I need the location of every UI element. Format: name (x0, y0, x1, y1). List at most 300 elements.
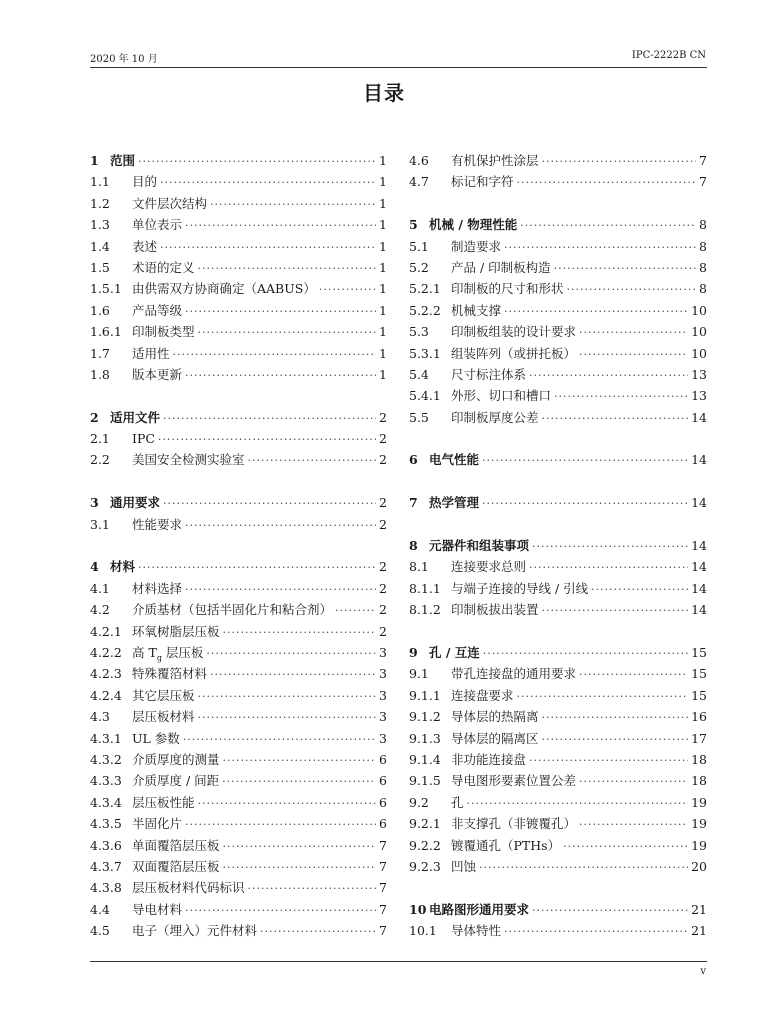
toc-page-number: 14 (691, 495, 707, 511)
toc-page-number: 21 (691, 923, 707, 939)
toc-entry-number: 2.2 (90, 452, 110, 468)
toc-chapter-entry[interactable] (90, 407, 387, 428)
toc-entry-title: 电子（埋入）元件材料 (132, 923, 258, 939)
toc-entry[interactable] (409, 749, 707, 770)
toc-entry-number: 1.5.1 (90, 281, 122, 297)
toc-entry[interactable] (90, 706, 387, 727)
toc-entry-title: 适用文件 (110, 409, 161, 425)
toc-entry-number: 5.3.1 (409, 345, 441, 361)
toc-entry[interactable] (409, 171, 707, 192)
toc-entry[interactable] (90, 899, 387, 920)
toc-entry-title: 层压板材料 (132, 709, 195, 725)
toc-leader-dots (504, 921, 688, 942)
toc-entry[interactable] (409, 364, 707, 385)
toc-spacer (90, 385, 387, 406)
toc-leader-dots (542, 707, 689, 728)
toc-leader-dots (223, 836, 376, 857)
toc-leader-dots (542, 600, 689, 621)
toc-entry[interactable] (409, 856, 707, 877)
toc-entry[interactable] (90, 236, 387, 257)
toc-spacer (409, 877, 707, 898)
toc-page-number: 15 (691, 644, 707, 660)
toc-chapter-entry[interactable] (409, 492, 707, 513)
toc-page-number: 19 (691, 837, 707, 853)
toc-entry-title: 环氧树脂层压板 (132, 623, 220, 639)
toc-leader-dots (542, 151, 696, 172)
toc-leader-dots (185, 515, 376, 536)
toc-entry-title: 产品等级 (132, 302, 183, 318)
toc-entry[interactable] (409, 706, 707, 727)
toc-entry-title: 范围 (110, 153, 136, 168)
toc-entry-number: 4.3 (90, 709, 110, 725)
toc-leader-dots (479, 857, 688, 878)
toc-page-number: 3 (379, 709, 387, 725)
toc-entry-title: 双面覆箔层压板 (132, 858, 220, 874)
toc-page-number: 2 (379, 431, 387, 447)
toc-entry-number: 5.2 (409, 259, 429, 275)
header-date: 2020 年 10 月 (90, 54, 158, 65)
toc-entry-number: 5.1 (409, 238, 429, 254)
toc-page-number: 2 (379, 602, 387, 618)
toc-page-number: 14 (691, 452, 707, 468)
toc-entry[interactable] (90, 300, 387, 321)
toc-leader-dots (563, 836, 688, 857)
toc-entry-title: 带孔连接盘的通用要求 (451, 666, 577, 682)
toc-leader-dots (504, 301, 688, 322)
toc-entry-number: 4.3.2 (90, 751, 122, 767)
toc-entry-number: 5.5 (409, 409, 429, 425)
toc-page-number: 16 (691, 709, 707, 725)
toc-entry-title: 非支撑孔（非镀覆孔） (451, 816, 577, 832)
toc-entry-number: 4.3.4 (90, 794, 122, 810)
toc-entry[interactable] (90, 578, 387, 599)
toc-entry-number: 5.4.1 (409, 388, 441, 404)
toc-leader-dots (183, 729, 376, 750)
toc-spacer (409, 471, 707, 492)
toc-entry[interactable] (90, 920, 387, 941)
toc-entry-number: 9.1.2 (409, 709, 441, 725)
toc-spacer (409, 621, 707, 642)
toc-entry-number: 9.1.4 (409, 751, 441, 767)
toc-entry-title: 印制板厚度公差 (451, 409, 539, 425)
toc-leader-dots (579, 771, 688, 792)
toc-page-number: 13 (691, 388, 707, 404)
header-doc-id: IPC-2222B CN (631, 50, 706, 61)
toc-entry-title: 有机保护性涂层 (451, 153, 539, 168)
toc-entry-number: 9.2 (409, 794, 429, 810)
toc-leader-dots (579, 322, 688, 343)
toc-page-number: 2 (379, 580, 387, 596)
toc-leader-dots (206, 643, 376, 664)
toc-entry-number: 3 (90, 495, 99, 511)
header-rule (90, 67, 707, 68)
toc-entry-number: 9.2.2 (409, 837, 441, 853)
toc-leader-dots (210, 664, 376, 685)
toc-entry-title: 印制板拔出装置 (451, 602, 539, 618)
toc-entry-number: 5.2.2 (409, 302, 441, 318)
toc-entry-number: 3.1 (90, 516, 110, 532)
toc-leader-dots (160, 172, 376, 193)
toc-entry-number: 8.1.1 (409, 580, 441, 596)
toc-entry-number: 4.3.5 (90, 816, 122, 832)
toc-leader-dots (467, 793, 689, 814)
toc-page-number: 6 (379, 794, 387, 810)
toc-entry[interactable] (409, 728, 707, 749)
toc-entry-title: 文件层次结构 (132, 195, 208, 211)
toc-entry[interactable] (409, 278, 707, 299)
toc-page-number: 3 (379, 644, 387, 660)
toc-entry-title: 术语的定义 (132, 259, 195, 275)
toc-spacer (409, 514, 707, 535)
toc-leader-dots (542, 729, 689, 750)
toc-leader-dots (185, 215, 376, 236)
toc-leader-dots (517, 686, 689, 707)
toc-entry-number: 8 (409, 538, 418, 554)
toc-entry-number: 1.4 (90, 238, 110, 254)
toc-chapter-entry[interactable] (409, 214, 707, 235)
toc-entry-title: 导体层的隔离区 (451, 730, 539, 746)
toc-entry-title: 元器件和组装事项 (429, 538, 530, 554)
toc-entry-number: 6 (409, 452, 418, 468)
toc-entry[interactable] (90, 685, 387, 706)
toc-entry-number: 4.4 (90, 901, 110, 917)
footer-page-number: v (700, 966, 706, 977)
toc-entry-number: 1.3 (90, 217, 110, 233)
toc-entry[interactable] (90, 428, 387, 449)
toc-chapter-entry[interactable] (409, 642, 707, 663)
toc-chapter-entry[interactable] (90, 556, 387, 577)
toc-page-number: 1 (379, 324, 387, 340)
toc-page-number: 3 (379, 687, 387, 703)
toc-entry-number: 4.6 (409, 153, 429, 168)
toc-leader-dots (163, 493, 376, 514)
toc-entry[interactable] (409, 663, 707, 684)
toc-entry-number: 4.7 (409, 174, 429, 190)
toc-page-number: 15 (691, 687, 707, 703)
toc-page-number: 14 (691, 559, 707, 575)
toc-page-number: 13 (691, 366, 707, 382)
toc-leader-dots (529, 557, 688, 578)
toc-page-number: 1 (379, 238, 387, 254)
toc-chapter-entry[interactable] (409, 899, 707, 920)
toc-entry[interactable] (409, 236, 707, 257)
toc-entry-title: 性能要求 (132, 516, 183, 532)
toc-page-number: 8 (699, 259, 707, 275)
toc-page-number: 7 (699, 174, 707, 190)
toc-page-number: 19 (691, 816, 707, 832)
toc-page-number: 1 (379, 302, 387, 318)
toc-entry-title: 介质基材（包括半固化片和粘合剂） (132, 602, 333, 618)
toc-entry[interactable] (409, 813, 707, 834)
toc-entry[interactable] (90, 621, 387, 642)
toc-page-number: 1 (379, 153, 387, 168)
toc-entry-number: 4.2.3 (90, 666, 122, 682)
toc-page-number: 19 (691, 794, 707, 810)
toc-entry[interactable] (90, 770, 387, 791)
toc-entry-number: 9 (409, 644, 418, 660)
toc-chapter-entry[interactable] (409, 449, 707, 470)
toc-entry-number: 4.2 (90, 602, 110, 618)
toc-leader-dots (160, 237, 376, 258)
toc-entry[interactable] (409, 257, 707, 278)
toc-right-column (409, 150, 707, 941)
toc-page-number: 10 (691, 324, 707, 340)
toc-entry-number: 2 (90, 409, 99, 425)
toc-entry-title: 导电图形要素位置公差 (451, 773, 577, 789)
toc-entry-title: 高 $T_g$ 层压板 (132, 644, 204, 663)
toc-leader-dots (222, 771, 376, 792)
toc-entry-number: 4.2.4 (90, 687, 122, 703)
toc-entry[interactable] (409, 578, 707, 599)
toc-leader-dots (173, 344, 376, 365)
toc-entry-number: 1 (90, 153, 99, 168)
toc-entry[interactable] (409, 300, 707, 321)
toc-leader-dots (198, 322, 376, 343)
toc-entry[interactable] (409, 599, 707, 620)
toc-entry-number: 5.4 (409, 366, 429, 382)
toc-entry[interactable] (409, 770, 707, 791)
toc-page-number: 8 (699, 281, 707, 297)
toc-entry-title: 导体特性 (451, 923, 502, 939)
toc-entry-title: 由供需双方协商确定（AABUS） (132, 281, 316, 297)
toc-page-number: 7 (379, 923, 387, 939)
toc-entry-title: 半固化片 (132, 816, 183, 832)
toc-entry-title: 印制板组装的设计要求 (451, 324, 577, 340)
toc-entry[interactable] (90, 642, 387, 663)
toc-entry-number: 4 (90, 559, 99, 575)
toc-entry-number: 4.3.6 (90, 837, 122, 853)
toc-page-number: 3 (379, 730, 387, 746)
toc-entry-title: 电气性能 (429, 452, 480, 468)
toc-leader-dots (483, 643, 688, 664)
toc-entry-title: 孔 / 互连 (429, 644, 480, 660)
toc-entry-number: 5.2.1 (409, 281, 441, 297)
toc-leader-dots (185, 814, 376, 835)
toc-chapter-entry[interactable] (90, 492, 387, 513)
toc-entry-title: 印制板的尺寸和形状 (451, 281, 564, 297)
toc-entry-title: 适用性 (132, 345, 170, 361)
toc-leader-dots (260, 921, 376, 942)
toc-entry[interactable] (409, 685, 707, 706)
footer-rule (90, 961, 707, 962)
toc-page-number: 2 (379, 516, 387, 532)
toc-entry-title: 目的 (132, 174, 158, 190)
toc-entry-title: 层压板材料代码标识 (132, 880, 245, 896)
toc-entry-title: 材料选择 (132, 580, 183, 596)
toc-page-number: 7 (379, 858, 387, 874)
toc-leader-dots (532, 536, 688, 557)
toc-entry[interactable] (90, 364, 387, 385)
toc-entry-number: 1.7 (90, 345, 110, 361)
toc-spacer (90, 535, 387, 556)
toc-entry-title: 材料 (110, 559, 136, 575)
toc-entry[interactable] (409, 343, 707, 364)
toc-entry-title: 与端子连接的导线 / 引线 (451, 580, 589, 596)
toc-leader-dots (554, 386, 688, 407)
toc-leader-dots (554, 258, 696, 279)
toc-entry[interactable] (90, 343, 387, 364)
toc-entry[interactable] (90, 728, 387, 749)
toc-leader-dots (248, 878, 376, 899)
toc-leader-dots (223, 622, 376, 643)
toc-leader-dots (185, 579, 376, 600)
toc-page-number: 18 (691, 751, 707, 767)
toc-leader-dots (591, 579, 688, 600)
toc-page-number: 1 (379, 217, 387, 233)
toc-entry-number: 8.1 (409, 559, 429, 575)
toc-entry-title: 机械支撑 (451, 302, 502, 318)
toc-entry-title: 连接要求总则 (451, 559, 527, 575)
toc-page-number: 7 (379, 901, 387, 917)
toc-entry-number: 10.1 (409, 923, 437, 939)
toc-entry-number: 8.1.2 (409, 602, 441, 618)
toc-entry-number: 9.1.1 (409, 687, 441, 703)
toc-spacer (409, 428, 707, 449)
toc-entry[interactable] (409, 150, 707, 171)
toc-entry-number: 4.2.1 (90, 623, 122, 639)
toc-leader-dots (529, 750, 688, 771)
toc-leader-dots (223, 750, 376, 771)
toc-leader-dots (517, 172, 696, 193)
toc-page-number: 1 (379, 281, 387, 297)
toc-entry[interactable] (90, 835, 387, 856)
toc-entry-title: 印制板类型 (132, 324, 195, 340)
toc-leader-dots (185, 301, 376, 322)
toc-leader-dots (579, 664, 688, 685)
toc-entry-number: 9.2.3 (409, 858, 441, 874)
toc-entry-title: 单面覆箔层压板 (132, 837, 220, 853)
toc-entry[interactable] (409, 321, 707, 342)
toc-page-number: 3 (379, 666, 387, 682)
toc-entry-title: 镀覆通孔（PTHs） (451, 837, 561, 853)
toc-page-number: 17 (691, 730, 707, 746)
toc-page-number: 7 (699, 153, 707, 168)
toc-entry-number: 4.3.1 (90, 730, 122, 746)
toc-entry-title: 产品 / 印制板构造 (451, 259, 551, 275)
toc-page-number: 2 (379, 409, 387, 425)
toc-entry-number: 4.1 (90, 580, 110, 596)
toc-page-number: 7 (379, 880, 387, 896)
toc-page-number: 14 (691, 409, 707, 425)
toc-leader-dots (198, 707, 376, 728)
toc-entry-title: 导体层的热隔离 (451, 709, 539, 725)
toc-entry-title: 连接盘要求 (451, 687, 514, 703)
toc-page-number: 6 (379, 751, 387, 767)
toc-entry-title: 电路图形通用要求 (429, 901, 530, 917)
toc-entry-title: 通用要求 (110, 495, 161, 511)
toc-page-number: 1 (379, 345, 387, 361)
toc-entry[interactable] (409, 556, 707, 577)
toc-entry[interactable] (90, 449, 387, 470)
toc-entry-title: 版本更新 (132, 366, 183, 382)
toc-chapter-entry[interactable] (90, 150, 387, 171)
toc-entry-number: 4.5 (90, 923, 110, 939)
toc-entry-title: 尺寸标注体系 (451, 366, 527, 382)
toc-page-number: 2 (379, 623, 387, 639)
toc-leader-dots (248, 450, 376, 471)
toc-entry-title: 标记和字符 (451, 174, 514, 190)
toc-left-column (90, 150, 387, 941)
toc-page-number: 7 (379, 837, 387, 853)
toc-entry[interactable] (90, 792, 387, 813)
toc-spacer (409, 193, 707, 214)
toc-entry[interactable] (90, 171, 387, 192)
toc-entry[interactable] (409, 407, 707, 428)
toc-entry-number: 1.8 (90, 366, 110, 382)
toc-entry-title: 特殊覆箔材料 (132, 666, 208, 682)
toc-entry-title: 凹蚀 (451, 858, 477, 874)
toc-entry-title: 热学管理 (429, 495, 480, 511)
toc-entry[interactable] (409, 792, 707, 813)
toc-entry[interactable] (90, 749, 387, 770)
toc-entry[interactable] (409, 920, 707, 941)
toc-entry-number: 1.5 (90, 259, 110, 275)
toc-entry-title: 孔 (451, 794, 464, 810)
toc-page-number: 2 (379, 452, 387, 468)
toc-page-number: 10 (691, 302, 707, 318)
toc-entry-number: 1.6 (90, 302, 110, 318)
toc-entry-number: 9.1.3 (409, 730, 441, 746)
toc-spacer (90, 471, 387, 492)
toc-entry-title: 外形、切口和槽口 (451, 388, 552, 404)
toc-entry[interactable] (409, 835, 707, 856)
toc-leader-dots (223, 857, 376, 878)
toc-page-number: 14 (691, 580, 707, 596)
toc-entry[interactable] (90, 877, 387, 898)
toc-entry[interactable] (409, 385, 707, 406)
toc-leader-dots (163, 408, 376, 429)
toc-page-number: 6 (379, 816, 387, 832)
toc-leader-dots (158, 429, 376, 450)
toc-leader-dots (210, 194, 376, 215)
toc-leader-dots (319, 279, 376, 300)
toc-leader-dots (532, 900, 688, 921)
toc-entry-title: 表述 (132, 238, 158, 254)
toc-entry[interactable] (90, 663, 387, 684)
toc-page-number: 1 (379, 259, 387, 275)
toc-entry[interactable] (90, 257, 387, 278)
toc-entry-number: 1.2 (90, 195, 110, 211)
toc-entry-title: 导电材料 (132, 901, 183, 917)
toc-leader-dots (542, 408, 689, 429)
toc-entry[interactable] (90, 321, 387, 342)
toc-entry[interactable] (90, 856, 387, 877)
toc-entry[interactable] (90, 813, 387, 834)
toc-leader-dots (335, 600, 376, 621)
toc-entry[interactable] (90, 278, 387, 299)
toc-page-number: 15 (691, 666, 707, 682)
toc-leader-dots (185, 365, 376, 386)
toc-entry[interactable] (90, 514, 387, 535)
toc-page-number: 6 (379, 773, 387, 789)
toc-entry-number: 1.6.1 (90, 324, 122, 340)
toc-entry-number: 9.2.1 (409, 816, 441, 832)
toc-entry-title: 机械 / 物理性能 (429, 217, 518, 233)
toc-entry[interactable] (90, 599, 387, 620)
toc-leader-dots (138, 557, 376, 578)
toc-leader-dots (185, 900, 376, 921)
toc-page-number: 10 (691, 345, 707, 361)
toc-leader-dots (138, 151, 376, 172)
toc-entry-title: 其它层压板 (132, 687, 195, 703)
toc-chapter-entry[interactable] (409, 535, 707, 556)
toc-page-number: 1 (379, 195, 387, 211)
toc-entry[interactable] (90, 214, 387, 235)
toc-entry[interactable] (90, 193, 387, 214)
page-title: 目录 (363, 81, 405, 105)
toc-entry-title: 单位表示 (132, 217, 183, 233)
toc-leader-dots (198, 258, 376, 279)
